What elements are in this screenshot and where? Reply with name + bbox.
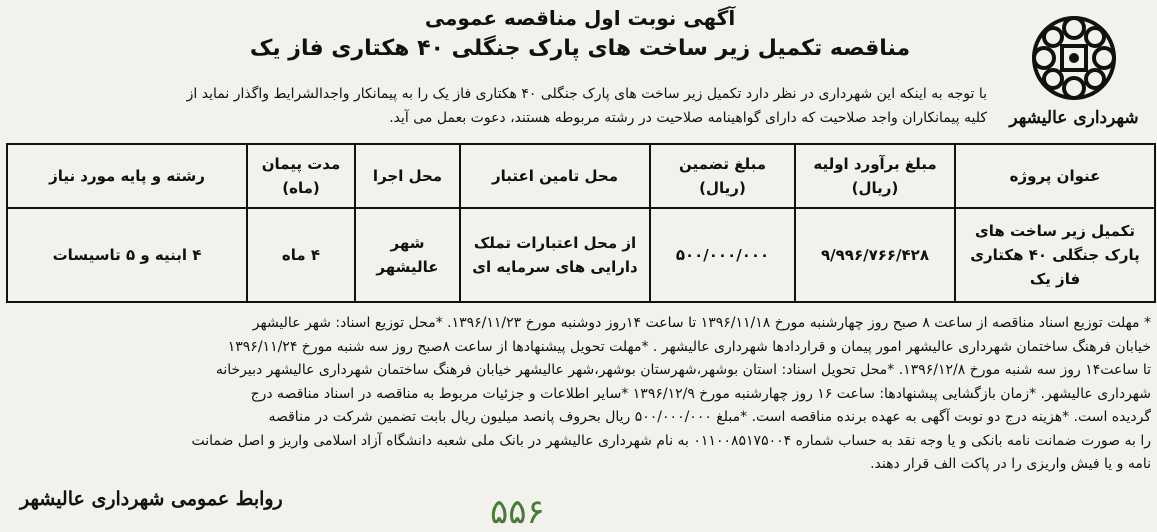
cell-location: شهر عالیشهر	[355, 208, 460, 302]
conditions-line: گردیده است. *هزینه درج دو نوبت آگهی به عهده برنده مناقصه است. *مبلغ ۵۰۰/۰۰۰/۰۰۰ ریال بحروف پانصد میلیون ریال بابت تضمین شرکت در مناقصه	[268, 409, 1151, 425]
municipality-logo	[999, 10, 1149, 150]
logo-text: شهرداری عالیشهر	[1009, 108, 1139, 128]
headline: آگهی نوبت اول مناقصه عمومی	[424, 6, 736, 30]
conditions-line: تا ساعت۱۴ روز سه شنبه مورخ ۱۳۹۶/۱۲/۸. *محل تحویل اسناد: استان بوشهر،شهرستان بوشهر،شهر عالیشهر خیابان فرهنگ ساختمان شهرداری عالیشهر دبیرخانه	[215, 362, 1151, 378]
cell-funding-source: از محل اعتبارات تملک دارایی های سرمایه ای	[460, 208, 650, 302]
intro-line: کلیه پیمانکاران واجد صلاحیت که دارای گواهینامه صلاحیت در رشته مربوطه هستند، دعوت بعمل می آید.	[389, 110, 987, 126]
cell-field-grade: ۴ ابنیه و ۵ تاسیسات	[7, 208, 247, 302]
conditions-line: را به صورت ضمانت نامه بانکی و یا وجه نقد به حساب شماره ۰۱۱۰۰۸۵۱۷۵۰۰۴ به نام شهرداری عالیشهر در بانک ملی شعبه دانشگاه آزاد اسلامی واریز و اصل ضمانت	[191, 432, 1151, 449]
intro-paragraph	[7, 82, 987, 130]
header-funding-source: محل تامین اعتبار	[460, 144, 650, 208]
header-field-grade: رشته و پایه مورد نیاز	[7, 144, 247, 208]
header-location: محل اجرا	[355, 144, 460, 208]
header-duration: مدت پیمان (ماه)	[247, 144, 355, 208]
conditions-line: * مهلت توزیع اسناد مناقصه از ساعت ۸ صبح روز چهارشنبه مورخ ۱۳۹۶/۱۱/۱۸ تا ساعت ۱۴روز دوشنبه مورخ ۱۳۹۶/۱۱/۲۳. *محل توزیع اسناد: شهر عالیشهر	[252, 315, 1151, 331]
cell-estimate: ۹/۹۹۶/۷۶۶/۴۲۸	[795, 208, 955, 302]
table-header-row	[7, 144, 1155, 208]
page-title: مناقصه تکمیل زیر ساخت های پارک جنگلی ۴۰ هکتاری فاز یک	[249, 36, 911, 61]
signature: روابط عمومی شهرداری عالیشهر	[20, 488, 283, 510]
cell-project-title: تکمیل زیر ساخت های پارک جنگلی ۴۰ هکتاری فاز یک	[955, 208, 1155, 302]
cell-duration: ۴ ماه	[247, 208, 355, 302]
table-row	[7, 208, 1155, 302]
header-estimate: مبلغ برآورد اولیه (ریال)	[795, 144, 955, 208]
header-project-title: عنوان پروژه	[955, 144, 1155, 208]
intro-line: با توجه به اینکه این شهرداری در نظر دارد تکمیل زیر ساخت های پارک جنگلی ۴۰ هکتاری فاز یک را به پیمانکار واجدالشرایط واگذار نماید از	[186, 86, 987, 102]
cell-guarantee: ۵۰۰/۰۰۰/۰۰۰	[650, 208, 795, 302]
conditions-line: شهرداری عالیشهر. *زمان بازگشایی پیشنهادها: ساعت ۱۶ روز چهارشنبه مورخ ۱۳۹۶/۱۲/۹ *سایر اطلاعات و جزئیات مربوط به مناقصه در اسناد مناقصه درج	[250, 385, 1151, 402]
tender-table	[6, 143, 1156, 303]
conditions-text	[5, 312, 1151, 477]
emblem-icon	[1026, 10, 1122, 106]
header-guarantee: مبلغ تضمین (ریال)	[650, 144, 795, 208]
conditions-line: نامه و یا فیش واریزی را در پاکت الف قرار دهند.	[870, 456, 1151, 472]
conditions-line: خیابان فرهنگ ساختمان شهرداری عالیشهر امور پیمان و قراردادها شهرداری عالیشهر . *مهلت تحویل پیشنهادها از ساعت ۸صبح روز سه شنبه مورخ ۱۳۹۶/۱۱/۲۴	[227, 338, 1151, 355]
handwritten-number: ۵۵۶	[490, 492, 545, 532]
